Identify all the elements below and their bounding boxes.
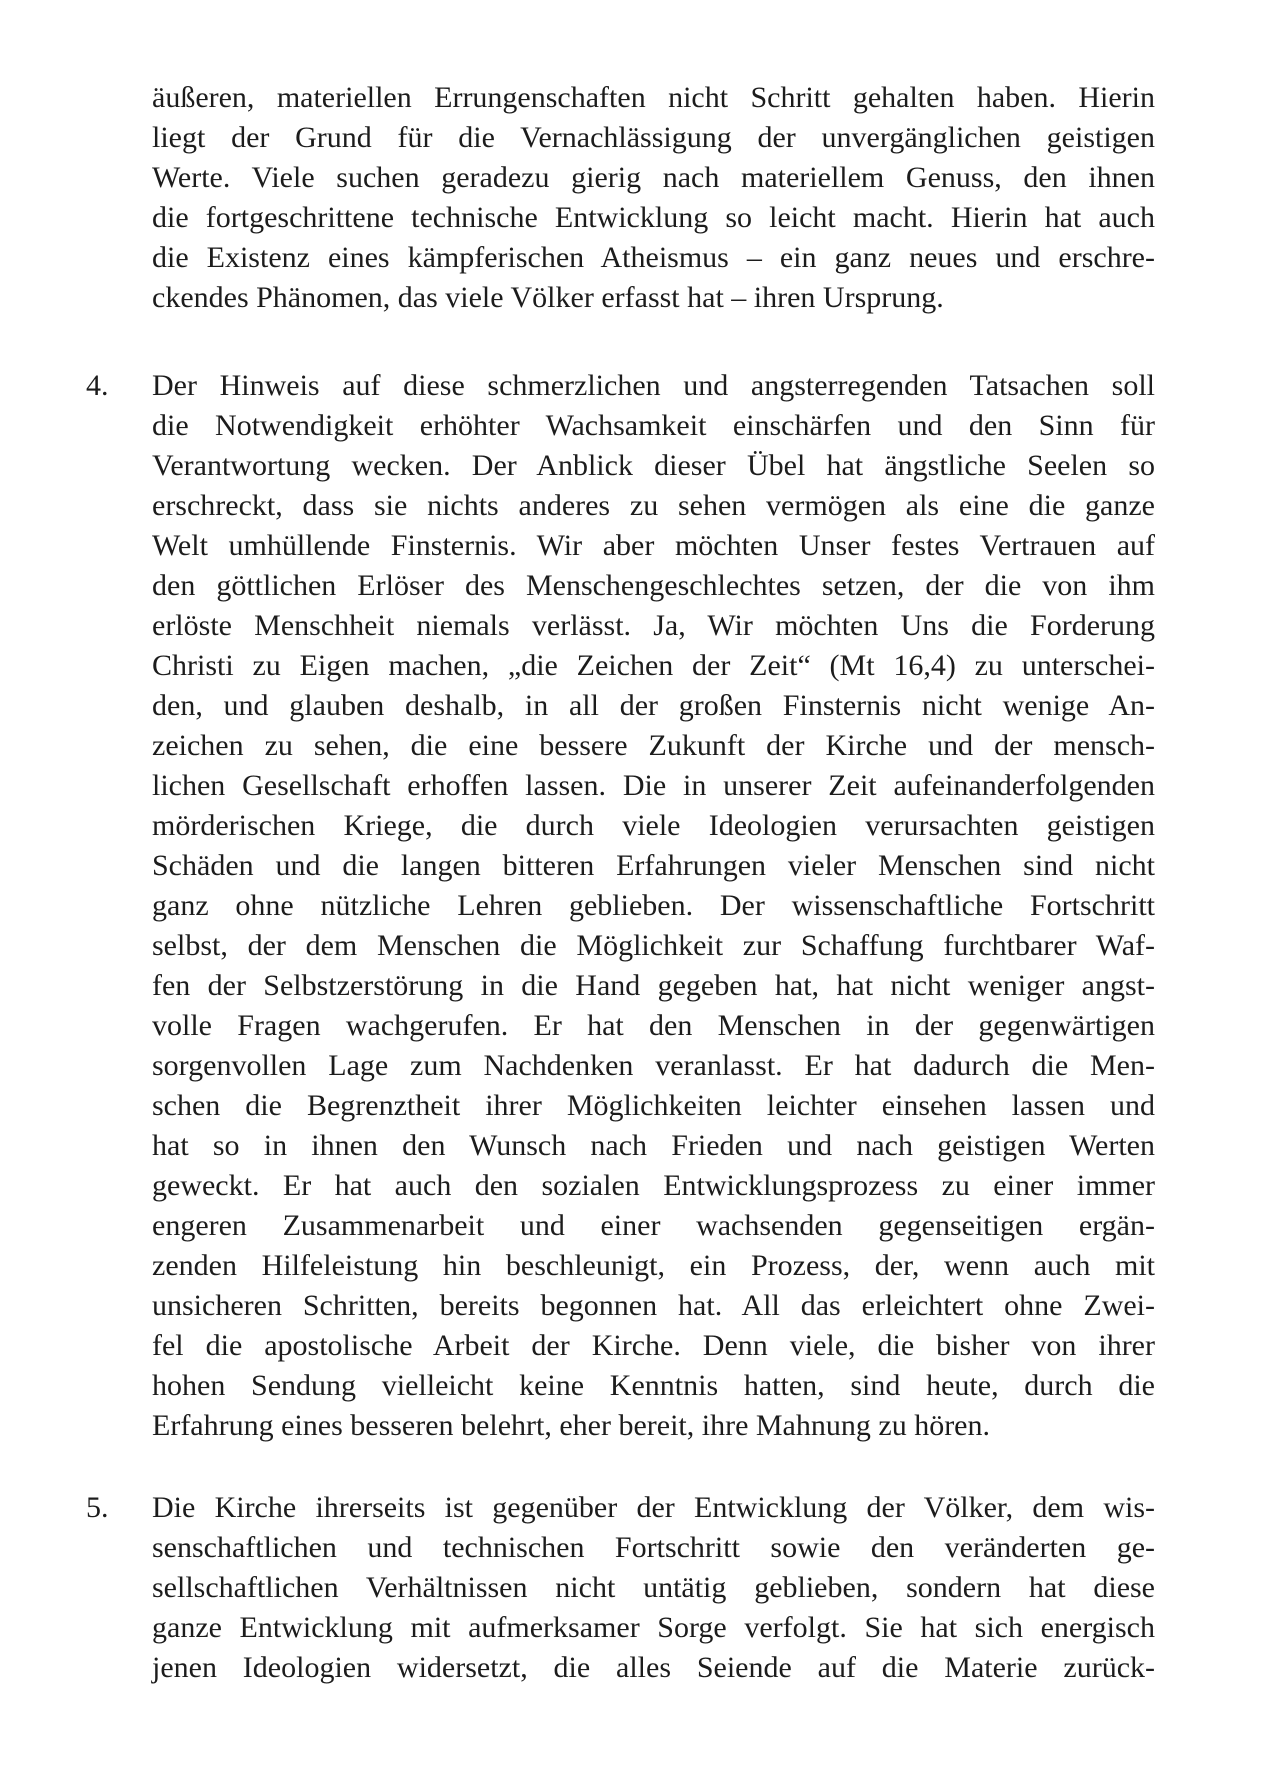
text-line: Schäden und die langen bitteren Erfahrungen vieler Menschen sind nicht bbox=[152, 849, 1155, 882]
text-line: Christi zu Eigen machen, „die Zeichen der Zeit“ (Mt 16,4) zu unterschei- bbox=[152, 649, 1155, 682]
text-line: zeichen zu sehen, die eine bessere Zukunft der Kirche und der mensch- bbox=[152, 729, 1155, 762]
text-line: Der Hinweis auf diese schmerzlichen und angsterregenden Tatsachen soll bbox=[152, 369, 1155, 402]
text-line: Welt umhüllende Finsternis. Wir aber möchten Unser festes Vertrauen auf bbox=[152, 529, 1155, 562]
paragraph-3-continuation bbox=[152, 78, 1155, 318]
text-line: sellschaftlichen Verhältnissen nicht untätig geblieben, sondern hat diese bbox=[152, 1571, 1155, 1604]
text-line: die Existenz eines kämpferischen Atheismus – ein ganz neues und erschre- bbox=[152, 241, 1155, 274]
text-line: sorgenvollen Lage zum Nachdenken veranlasst. Er hat dadurch die Men- bbox=[152, 1049, 1155, 1082]
text-line: liegt der Grund für die Vernachlässigung der unvergänglichen geistigen bbox=[152, 121, 1155, 154]
text-line: volle Fragen wachgerufen. Er hat den Menschen in der gegenwärtigen bbox=[152, 1009, 1155, 1042]
text-line: den, und glauben deshalb, in all der großen Finsternis nicht wenige An- bbox=[152, 689, 1155, 722]
paragraph-number: 5. bbox=[86, 1491, 109, 1524]
text-line: mörderischen Kriege, die durch viele Ideologien verursachten geistigen bbox=[152, 809, 1155, 842]
text-line: zenden Hilfeleistung hin beschleunigt, ein Prozess, der, wenn auch mit bbox=[152, 1249, 1155, 1282]
text-line: engeren Zusammenarbeit und einer wachsenden gegenseitigen ergän- bbox=[152, 1209, 1155, 1242]
paragraph-5 bbox=[152, 1488, 1155, 1688]
text-line: die Notwendigkeit erhöhter Wachsamkeit einschärfen und den Sinn für bbox=[152, 409, 1155, 442]
text-line: lichen Gesellschaft erhoffen lassen. Die in unserer Zeit aufeinanderfolgenden bbox=[152, 769, 1155, 802]
text-line: Erfahrung eines besseren belehrt, eher bereit, ihre Mahnung zu hören. bbox=[152, 1409, 990, 1442]
text-line: Verantwortung wecken. Der Anblick dieser Übel hat ängstliche Seelen so bbox=[152, 449, 1155, 482]
text-line: ganz ohne nützliche Lehren geblieben. Der wissenschaftliche Fortschritt bbox=[152, 889, 1155, 922]
text-line: erlöste Menschheit niemals verlässt. Ja, Wir möchten Uns die Forderung bbox=[152, 609, 1155, 642]
text-line: hat so in ihnen den Wunsch nach Frieden und nach geistigen Werten bbox=[152, 1129, 1155, 1162]
text-line: selbst, der dem Menschen die Möglichkeit zur Schaffung furchtbarer Waf- bbox=[152, 929, 1155, 962]
text-line: Die Kirche ihrerseits ist gegenüber der Entwicklung der Völker, dem wis- bbox=[152, 1491, 1155, 1524]
text-line: jenen Ideologien widersetzt, die alles Seiende auf die Materie zurück- bbox=[152, 1651, 1155, 1684]
text-line: erschreckt, dass sie nichts anderes zu sehen vermögen als eine die ganze bbox=[152, 489, 1155, 522]
text-line: ckendes Phänomen, das viele Völker erfasst hat – ihren Ursprung. bbox=[152, 281, 944, 314]
text-line: äußeren, materiellen Errungenschaften nicht Schritt gehalten haben. Hierin bbox=[152, 81, 1155, 114]
text-line: ganze Entwicklung mit aufmerksamer Sorge verfolgt. Sie hat sich energisch bbox=[152, 1611, 1155, 1644]
text-line: die fortgeschrittene technische Entwicklung so leicht macht. Hierin hat auch bbox=[152, 201, 1155, 234]
text-line: Werte. Viele suchen geradezu gierig nach materiellem Genuss, den ihnen bbox=[152, 161, 1155, 194]
paragraph-4 bbox=[152, 366, 1155, 1446]
text-line: unsicheren Schritten, bereits begonnen hat. All das erleichtert ohne Zwei- bbox=[152, 1289, 1155, 1322]
text-line: den göttlichen Erlöser des Menschengeschlechtes setzen, der die von ihm bbox=[152, 569, 1155, 602]
paragraph-number: 4. bbox=[86, 369, 109, 402]
text-line: fen der Selbstzerstörung in die Hand gegeben hat, hat nicht weniger angst- bbox=[152, 969, 1155, 1002]
text-line: schen die Begrenztheit ihrer Möglichkeiten leichter einsehen lassen und bbox=[152, 1089, 1155, 1122]
text-line: hohen Sendung vielleicht keine Kenntnis hatten, sind heute, durch die bbox=[152, 1369, 1155, 1402]
text-line: geweckt. Er hat auch den sozialen Entwicklungsprozess zu einer immer bbox=[152, 1169, 1155, 1202]
text-line: fel die apostolische Arbeit der Kirche. Denn viele, die bisher von ihrer bbox=[152, 1329, 1155, 1362]
text-line: senschaftlichen und technischen Fortschritt sowie den veränderten ge- bbox=[152, 1531, 1155, 1564]
